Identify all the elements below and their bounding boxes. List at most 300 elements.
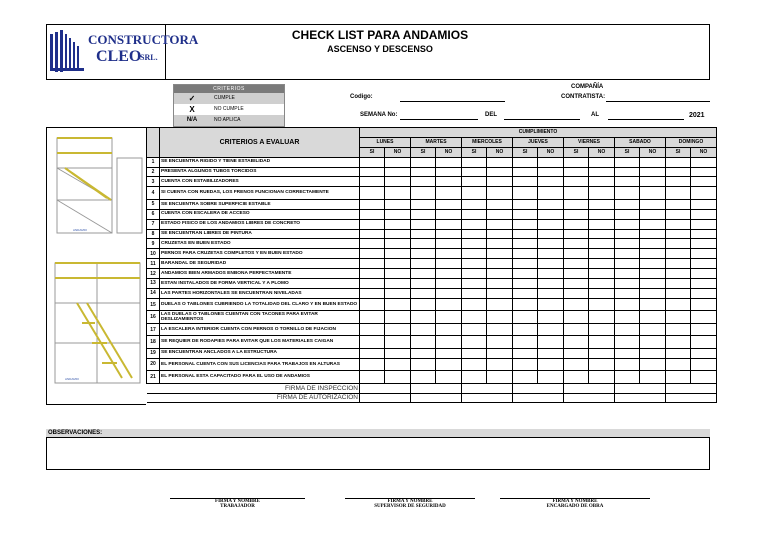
firma-cell[interactable]	[615, 383, 666, 393]
check-cell[interactable]	[564, 288, 589, 298]
check-cell[interactable]	[640, 199, 666, 209]
check-cell[interactable]	[462, 278, 487, 288]
check-cell[interactable]	[691, 199, 717, 209]
check-cell[interactable]	[385, 167, 411, 177]
check-cell[interactable]	[385, 199, 411, 209]
check-cell[interactable]	[385, 323, 411, 336]
check-cell[interactable]	[462, 209, 487, 219]
check-cell[interactable]	[411, 167, 436, 177]
check-cell[interactable]	[640, 298, 666, 311]
check-cell[interactable]	[666, 229, 691, 239]
check-cell[interactable]	[487, 239, 513, 249]
check-cell[interactable]	[640, 157, 666, 167]
check-cell[interactable]	[615, 239, 640, 249]
check-cell[interactable]	[385, 209, 411, 219]
check-cell[interactable]	[385, 177, 411, 187]
check-cell[interactable]	[436, 199, 462, 209]
check-cell[interactable]	[462, 311, 487, 324]
check-cell[interactable]	[589, 358, 615, 371]
check-cell[interactable]	[462, 177, 487, 187]
check-cell[interactable]	[564, 259, 589, 269]
check-cell[interactable]	[385, 219, 411, 229]
check-cell[interactable]	[385, 348, 411, 358]
check-cell[interactable]	[487, 259, 513, 269]
check-cell[interactable]	[513, 199, 538, 209]
check-cell[interactable]	[436, 239, 462, 249]
check-cell[interactable]	[360, 371, 385, 384]
check-cell[interactable]	[538, 311, 564, 324]
check-cell[interactable]	[462, 336, 487, 349]
check-cell[interactable]	[513, 311, 538, 324]
check-cell[interactable]	[436, 278, 462, 288]
check-cell[interactable]	[436, 177, 462, 187]
check-cell[interactable]	[640, 167, 666, 177]
check-cell[interactable]	[564, 187, 589, 200]
firma-cell[interactable]	[360, 393, 411, 403]
check-cell[interactable]	[436, 311, 462, 324]
check-cell[interactable]	[589, 348, 615, 358]
check-cell[interactable]	[487, 229, 513, 239]
check-cell[interactable]	[564, 298, 589, 311]
check-cell[interactable]	[640, 336, 666, 349]
check-cell[interactable]	[513, 269, 538, 279]
check-cell[interactable]	[538, 348, 564, 358]
check-cell[interactable]	[589, 229, 615, 239]
check-cell[interactable]	[589, 259, 615, 269]
check-cell[interactable]	[436, 348, 462, 358]
check-cell[interactable]	[462, 167, 487, 177]
check-cell[interactable]	[564, 239, 589, 249]
check-cell[interactable]	[487, 187, 513, 200]
check-cell[interactable]	[385, 229, 411, 239]
check-cell[interactable]	[615, 371, 640, 384]
check-cell[interactable]	[411, 269, 436, 279]
check-cell[interactable]	[513, 298, 538, 311]
check-cell[interactable]	[487, 157, 513, 167]
check-cell[interactable]	[538, 259, 564, 269]
check-cell[interactable]	[691, 336, 717, 349]
check-cell[interactable]	[589, 167, 615, 177]
check-cell[interactable]	[436, 323, 462, 336]
check-cell[interactable]	[538, 177, 564, 187]
check-cell[interactable]	[487, 209, 513, 219]
check-cell[interactable]	[666, 157, 691, 167]
check-cell[interactable]	[691, 358, 717, 371]
check-cell[interactable]	[462, 229, 487, 239]
check-cell[interactable]	[615, 311, 640, 324]
check-cell[interactable]	[564, 323, 589, 336]
contratista-field[interactable]	[606, 101, 710, 102]
check-cell[interactable]	[487, 167, 513, 177]
check-cell[interactable]	[513, 187, 538, 200]
check-cell[interactable]	[640, 229, 666, 239]
check-cell[interactable]	[640, 323, 666, 336]
check-cell[interactable]	[411, 323, 436, 336]
check-cell[interactable]	[436, 269, 462, 279]
check-cell[interactable]	[487, 358, 513, 371]
check-cell[interactable]	[538, 358, 564, 371]
check-cell[interactable]	[513, 219, 538, 229]
check-cell[interactable]	[640, 239, 666, 249]
check-cell[interactable]	[487, 311, 513, 324]
check-cell[interactable]	[640, 259, 666, 269]
check-cell[interactable]	[666, 336, 691, 349]
check-cell[interactable]	[589, 187, 615, 200]
semana-field[interactable]	[400, 119, 478, 120]
firma-cell[interactable]	[462, 383, 513, 393]
check-cell[interactable]	[487, 298, 513, 311]
check-cell[interactable]	[436, 229, 462, 239]
check-cell[interactable]	[385, 269, 411, 279]
check-cell[interactable]	[487, 278, 513, 288]
check-cell[interactable]	[411, 229, 436, 239]
check-cell[interactable]	[360, 259, 385, 269]
check-cell[interactable]	[691, 157, 717, 167]
check-cell[interactable]	[666, 323, 691, 336]
check-cell[interactable]	[385, 311, 411, 324]
check-cell[interactable]	[538, 288, 564, 298]
check-cell[interactable]	[513, 348, 538, 358]
check-cell[interactable]	[487, 348, 513, 358]
check-cell[interactable]	[564, 278, 589, 288]
check-cell[interactable]	[691, 177, 717, 187]
check-cell[interactable]	[487, 219, 513, 229]
check-cell[interactable]	[385, 336, 411, 349]
check-cell[interactable]	[666, 167, 691, 177]
check-cell[interactable]	[666, 199, 691, 209]
check-cell[interactable]	[615, 209, 640, 219]
check-cell[interactable]	[513, 323, 538, 336]
check-cell[interactable]	[615, 219, 640, 229]
check-cell[interactable]	[666, 311, 691, 324]
check-cell[interactable]	[615, 229, 640, 239]
check-cell[interactable]	[385, 278, 411, 288]
check-cell[interactable]	[640, 269, 666, 279]
check-cell[interactable]	[564, 311, 589, 324]
check-cell[interactable]	[385, 157, 411, 167]
check-cell[interactable]	[615, 323, 640, 336]
check-cell[interactable]	[360, 311, 385, 324]
check-cell[interactable]	[640, 177, 666, 187]
check-cell[interactable]	[513, 259, 538, 269]
check-cell[interactable]	[538, 323, 564, 336]
firma-cell[interactable]	[462, 393, 513, 403]
firma-cell[interactable]	[666, 383, 717, 393]
check-cell[interactable]	[487, 323, 513, 336]
check-cell[interactable]	[487, 249, 513, 259]
check-cell[interactable]	[487, 177, 513, 187]
al-field[interactable]	[608, 119, 684, 120]
check-cell[interactable]	[436, 249, 462, 259]
check-cell[interactable]	[615, 199, 640, 209]
check-cell[interactable]	[385, 298, 411, 311]
check-cell[interactable]	[360, 269, 385, 279]
check-cell[interactable]	[513, 278, 538, 288]
check-cell[interactable]	[589, 278, 615, 288]
check-cell[interactable]	[513, 336, 538, 349]
check-cell[interactable]	[411, 209, 436, 219]
check-cell[interactable]	[564, 209, 589, 219]
check-cell[interactable]	[436, 209, 462, 219]
check-cell[interactable]	[666, 358, 691, 371]
check-cell[interactable]	[385, 288, 411, 298]
check-cell[interactable]	[538, 269, 564, 279]
firma-cell[interactable]	[564, 393, 615, 403]
check-cell[interactable]	[615, 187, 640, 200]
check-cell[interactable]	[589, 199, 615, 209]
check-cell[interactable]	[538, 219, 564, 229]
check-cell[interactable]	[691, 167, 717, 177]
check-cell[interactable]	[589, 288, 615, 298]
check-cell[interactable]	[513, 167, 538, 177]
check-cell[interactable]	[360, 229, 385, 239]
check-cell[interactable]	[513, 177, 538, 187]
check-cell[interactable]	[615, 249, 640, 259]
check-cell[interactable]	[666, 209, 691, 219]
check-cell[interactable]	[462, 199, 487, 209]
check-cell[interactable]	[691, 219, 717, 229]
check-cell[interactable]	[411, 199, 436, 209]
check-cell[interactable]	[640, 209, 666, 219]
check-cell[interactable]	[513, 157, 538, 167]
check-cell[interactable]	[360, 157, 385, 167]
check-cell[interactable]	[589, 177, 615, 187]
check-cell[interactable]	[360, 288, 385, 298]
check-cell[interactable]	[462, 288, 487, 298]
check-cell[interactable]	[666, 269, 691, 279]
check-cell[interactable]	[360, 199, 385, 209]
check-cell[interactable]	[640, 249, 666, 259]
check-cell[interactable]	[462, 187, 487, 200]
check-cell[interactable]	[360, 358, 385, 371]
check-cell[interactable]	[462, 249, 487, 259]
check-cell[interactable]	[666, 219, 691, 229]
firma-cell[interactable]	[666, 393, 717, 403]
check-cell[interactable]	[640, 187, 666, 200]
check-cell[interactable]	[411, 336, 436, 349]
check-cell[interactable]	[538, 239, 564, 249]
check-cell[interactable]	[436, 288, 462, 298]
check-cell[interactable]	[589, 298, 615, 311]
check-cell[interactable]	[462, 323, 487, 336]
check-cell[interactable]	[564, 157, 589, 167]
check-cell[interactable]	[385, 259, 411, 269]
check-cell[interactable]	[513, 229, 538, 239]
check-cell[interactable]	[691, 278, 717, 288]
check-cell[interactable]	[589, 249, 615, 259]
firma-cell[interactable]	[513, 383, 564, 393]
check-cell[interactable]	[615, 288, 640, 298]
check-cell[interactable]	[411, 187, 436, 200]
check-cell[interactable]	[487, 371, 513, 384]
check-cell[interactable]	[411, 239, 436, 249]
check-cell[interactable]	[564, 199, 589, 209]
check-cell[interactable]	[666, 187, 691, 200]
check-cell[interactable]	[436, 157, 462, 167]
check-cell[interactable]	[564, 358, 589, 371]
check-cell[interactable]	[589, 239, 615, 249]
check-cell[interactable]	[411, 371, 436, 384]
check-cell[interactable]	[411, 219, 436, 229]
check-cell[interactable]	[615, 336, 640, 349]
check-cell[interactable]	[411, 288, 436, 298]
check-cell[interactable]	[615, 157, 640, 167]
del-field[interactable]	[504, 119, 580, 120]
check-cell[interactable]	[666, 298, 691, 311]
check-cell[interactable]	[589, 336, 615, 349]
check-cell[interactable]	[360, 336, 385, 349]
check-cell[interactable]	[538, 298, 564, 311]
check-cell[interactable]	[666, 371, 691, 384]
check-cell[interactable]	[564, 348, 589, 358]
check-cell[interactable]	[411, 249, 436, 259]
check-cell[interactable]	[462, 348, 487, 358]
check-cell[interactable]	[589, 157, 615, 167]
firma-cell[interactable]	[360, 383, 411, 393]
firma-cell[interactable]	[513, 393, 564, 403]
check-cell[interactable]	[385, 187, 411, 200]
check-cell[interactable]	[589, 371, 615, 384]
firma-cell[interactable]	[564, 383, 615, 393]
check-cell[interactable]	[513, 239, 538, 249]
check-cell[interactable]	[436, 219, 462, 229]
check-cell[interactable]	[487, 336, 513, 349]
check-cell[interactable]	[640, 219, 666, 229]
check-cell[interactable]	[538, 167, 564, 177]
check-cell[interactable]	[513, 209, 538, 219]
check-cell[interactable]	[589, 311, 615, 324]
check-cell[interactable]	[360, 219, 385, 229]
check-cell[interactable]	[462, 239, 487, 249]
check-cell[interactable]	[538, 157, 564, 167]
check-cell[interactable]	[538, 187, 564, 200]
check-cell[interactable]	[666, 259, 691, 269]
check-cell[interactable]	[666, 249, 691, 259]
check-cell[interactable]	[640, 311, 666, 324]
check-cell[interactable]	[640, 371, 666, 384]
check-cell[interactable]	[411, 348, 436, 358]
check-cell[interactable]	[640, 278, 666, 288]
check-cell[interactable]	[691, 239, 717, 249]
check-cell[interactable]	[640, 288, 666, 298]
firma-cell[interactable]	[411, 383, 462, 393]
check-cell[interactable]	[640, 358, 666, 371]
check-cell[interactable]	[691, 288, 717, 298]
check-cell[interactable]	[589, 209, 615, 219]
firma-cell[interactable]	[615, 393, 666, 403]
check-cell[interactable]	[666, 348, 691, 358]
check-cell[interactable]	[385, 358, 411, 371]
check-cell[interactable]	[538, 229, 564, 239]
check-cell[interactable]	[691, 371, 717, 384]
check-cell[interactable]	[360, 348, 385, 358]
check-cell[interactable]	[666, 288, 691, 298]
check-cell[interactable]	[360, 187, 385, 200]
check-cell[interactable]	[462, 371, 487, 384]
check-cell[interactable]	[411, 298, 436, 311]
check-cell[interactable]	[411, 311, 436, 324]
check-cell[interactable]	[513, 371, 538, 384]
check-cell[interactable]	[385, 249, 411, 259]
check-cell[interactable]	[615, 269, 640, 279]
check-cell[interactable]	[691, 323, 717, 336]
check-cell[interactable]	[691, 249, 717, 259]
check-cell[interactable]	[411, 157, 436, 167]
check-cell[interactable]	[436, 358, 462, 371]
check-cell[interactable]	[360, 249, 385, 259]
check-cell[interactable]	[513, 249, 538, 259]
check-cell[interactable]	[564, 336, 589, 349]
check-cell[interactable]	[589, 323, 615, 336]
check-cell[interactable]	[462, 298, 487, 311]
check-cell[interactable]	[436, 187, 462, 200]
check-cell[interactable]	[564, 371, 589, 384]
check-cell[interactable]	[691, 348, 717, 358]
check-cell[interactable]	[615, 358, 640, 371]
check-cell[interactable]	[462, 157, 487, 167]
check-cell[interactable]	[487, 288, 513, 298]
check-cell[interactable]	[360, 209, 385, 219]
check-cell[interactable]	[538, 199, 564, 209]
check-cell[interactable]	[615, 348, 640, 358]
check-cell[interactable]	[513, 358, 538, 371]
check-cell[interactable]	[360, 177, 385, 187]
codigo-field[interactable]	[400, 101, 505, 102]
check-cell[interactable]	[615, 298, 640, 311]
check-cell[interactable]	[436, 259, 462, 269]
check-cell[interactable]	[564, 229, 589, 239]
check-cell[interactable]	[564, 167, 589, 177]
firma-cell[interactable]	[411, 393, 462, 403]
check-cell[interactable]	[538, 336, 564, 349]
check-cell[interactable]	[360, 167, 385, 177]
check-cell[interactable]	[691, 187, 717, 200]
check-cell[interactable]	[462, 259, 487, 269]
check-cell[interactable]	[615, 177, 640, 187]
check-cell[interactable]	[691, 311, 717, 324]
check-cell[interactable]	[589, 269, 615, 279]
check-cell[interactable]	[564, 249, 589, 259]
check-cell[interactable]	[666, 177, 691, 187]
check-cell[interactable]	[436, 371, 462, 384]
check-cell[interactable]	[615, 167, 640, 177]
check-cell[interactable]	[513, 288, 538, 298]
check-cell[interactable]	[615, 278, 640, 288]
check-cell[interactable]	[564, 219, 589, 229]
check-cell[interactable]	[411, 278, 436, 288]
check-cell[interactable]	[640, 348, 666, 358]
check-cell[interactable]	[436, 167, 462, 177]
check-cell[interactable]	[666, 239, 691, 249]
check-cell[interactable]	[462, 269, 487, 279]
check-cell[interactable]	[691, 298, 717, 311]
check-cell[interactable]	[564, 177, 589, 187]
check-cell[interactable]	[538, 249, 564, 259]
check-cell[interactable]	[589, 219, 615, 229]
check-cell[interactable]	[385, 239, 411, 249]
check-cell[interactable]	[538, 278, 564, 288]
check-cell[interactable]	[462, 358, 487, 371]
check-cell[interactable]	[691, 269, 717, 279]
check-cell[interactable]	[564, 269, 589, 279]
check-cell[interactable]	[487, 199, 513, 209]
check-cell[interactable]	[360, 298, 385, 311]
check-cell[interactable]	[436, 298, 462, 311]
check-cell[interactable]	[487, 269, 513, 279]
check-cell[interactable]	[360, 278, 385, 288]
check-cell[interactable]	[615, 259, 640, 269]
check-cell[interactable]	[691, 259, 717, 269]
